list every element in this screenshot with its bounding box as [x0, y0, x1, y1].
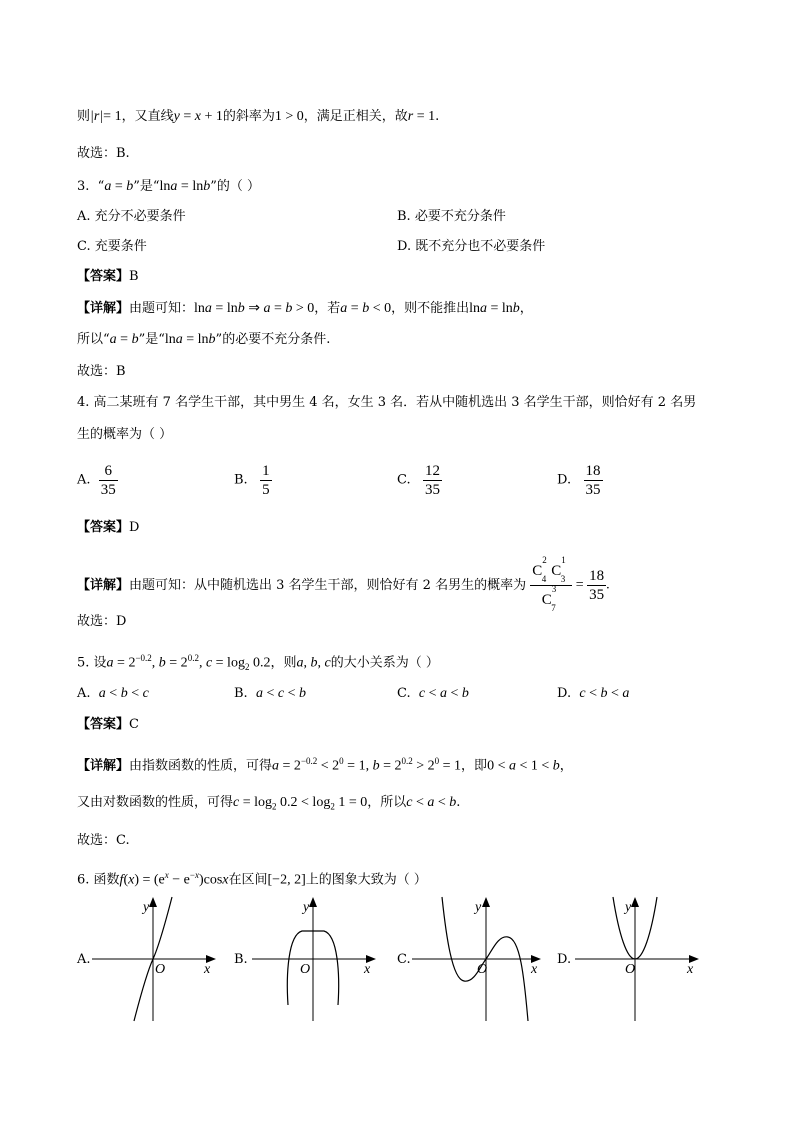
q4-option-c: C. $\frac{12}{35}$: [397, 463, 441, 498]
q3-option-c: C. 充要条件: [77, 239, 147, 254]
q6-graph-c: [412, 895, 547, 1025]
q4-stem-1: 4. 高二某班有 7 名学生干部，其中男生 4 名，女生 3 名．若从中随机选出 3 名学生干部，则恰好有 2 名男: [77, 395, 697, 410]
q5-option-d: D. c < b < a: [557, 686, 630, 701]
x-axis-label: x: [204, 962, 211, 977]
q6-graph-a: [92, 895, 222, 1025]
q3-option-b: B. 必要不充分条件: [397, 209, 506, 224]
q3-detail-1: 【详解】由题可知：lna = lnb ⇒ a = b > 0，若a = b < 0，则不能推出lna = lnb，: [77, 301, 533, 316]
q4-choose: 故选：D: [77, 614, 127, 629]
q6-graph-b: [252, 895, 382, 1025]
origin-label: O: [300, 962, 311, 977]
q3-choose: 故选：B: [77, 364, 126, 379]
q5-stem: 5. 设$a = 2^{-0.2}$, $b = 2^{0.2}$, $c = \log_2 0.2$，则a, b, c的大小关系为（ ）: [77, 653, 439, 672]
y-axis-label: y: [143, 900, 150, 915]
q3-answer: 【答案】B: [77, 269, 139, 284]
q3-stem: 3. “a = b”是“lna = lnb”的（ ）: [77, 179, 260, 194]
q5-option-a: A. a < b < c: [77, 686, 149, 701]
x-axis-label: x: [531, 962, 538, 977]
q5-answer: 【答案】C: [77, 717, 139, 732]
q5-detail-2: 又由对数函数的性质，可得$c = \log_2 0.2 < \log_2 1 = 0$，所以c < a < b.: [77, 795, 461, 812]
q5-option-c: C. c < a < b: [397, 686, 469, 701]
q5-option-b: B. a < c < b: [234, 686, 306, 701]
q6-graph-d: [575, 895, 705, 1025]
q5-choose: 故选：C.: [77, 833, 130, 848]
y-axis-label: y: [625, 900, 632, 915]
q4-detail: 【详解】由题可知：从中随机选出 3 名学生干部，则恰好有 2 名男生的概率为 $\frac{C^2_4 C^1_3}{C^3_7}$ = $\frac{18}{35}$ .: [77, 555, 610, 613]
q3-detail-2: 所以“a = b”是“lna = lnb”的必要不充分条件.: [77, 332, 331, 347]
combination-fraction: $\frac{C^2_4 C^1_3}{C^3_7}$: [530, 557, 572, 614]
y-axis-label: y: [475, 900, 482, 915]
origin-label: O: [477, 962, 488, 977]
q3-option-a: A. 充分不必要条件: [77, 209, 186, 224]
q3-option-d: D. 既不充分也不必要条件: [397, 239, 546, 254]
x-axis-label: x: [687, 962, 694, 977]
q4-answer: 【答案】D: [77, 520, 140, 535]
q6-graph-c-label: C.: [397, 952, 411, 967]
x-axis-label: x: [364, 962, 371, 977]
origin-label: O: [155, 962, 166, 977]
prev-solution-line: 则|r|= 1，又直线y = x + 1的斜率为1 > 0，满足正相关，故r = 1.: [77, 109, 440, 124]
q6-graph-a-label: A.: [77, 952, 91, 967]
q4-option-a: A. $\frac{6}{35}$: [77, 463, 116, 498]
y-axis-label: y: [303, 900, 310, 915]
q4-option-b: B. $\frac{1}{5}$: [234, 463, 270, 498]
prev-answer: 故选：B.: [77, 146, 130, 161]
q6-graph-b-label: B.: [234, 952, 248, 967]
q4-option-d: D. $\frac{18}{35}$: [557, 463, 601, 498]
q4-stem-2: 生的概率为（ ）: [77, 427, 173, 442]
origin-label: O: [625, 962, 636, 977]
q6-graph-d-label: D.: [557, 952, 572, 967]
q6-stem: 6. 函数$f(x) = (e^x - e^{-x})\cos x$在区间[−2, 2]上的图象大致为（ ）: [77, 870, 427, 888]
q5-detail-1: 【详解】由指数函数的性质，可得$a = 2^{-0.2} < 2^0 = 1$, $b = 2^{0.2} > 2^0 = 1$，即0 < a < 1 < b，: [77, 756, 573, 774]
